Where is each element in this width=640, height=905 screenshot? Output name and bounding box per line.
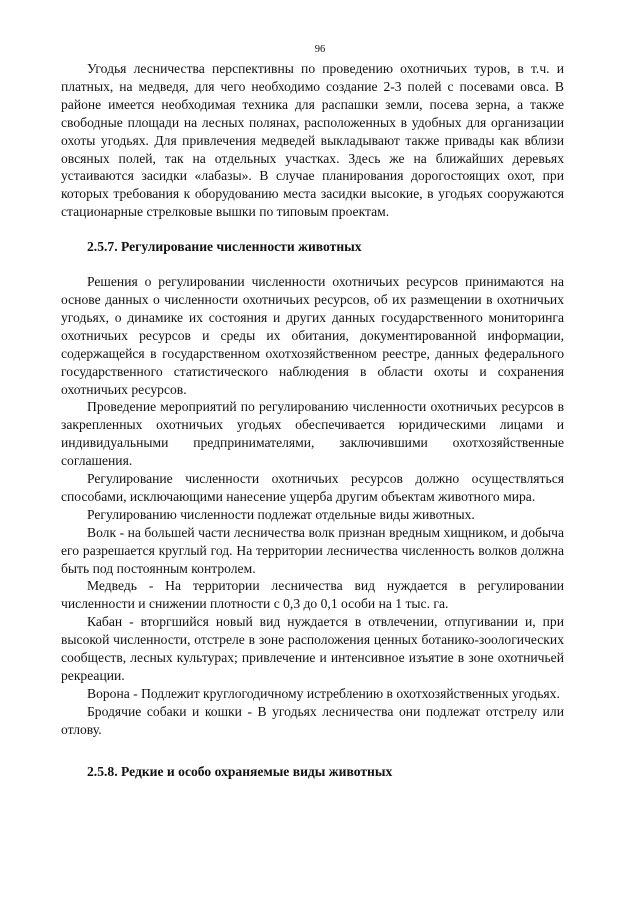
page-number: 96 <box>314 44 326 55</box>
paragraph-regulated-species: Регулированию численности подлежат отдельные виды животных. <box>87 506 475 522</box>
paragraph-regulation-measures: Проведение мероприятий по регулированию численности охотничьих ресурсов в закрепленных охотничьих угодьях обеспечивается юридическими лицами и индивидуальными предпринимателями, заключившими охотхозяйственные соглашения. <box>61 399 564 469</box>
paragraph-regulation-methods: Регулирование численности охотничьих ресурсов должно осуществляться способами, исключающими нанесение ущерба другим объектам животного мира. <box>61 471 564 504</box>
page-content <box>61 60 564 781</box>
section-heading-2-5-8: 2.5.8. Редкие и особо охраняемые виды животных <box>87 763 393 779</box>
paragraph-bear: Медведь - На территории лесничества вид нуждается в регулировании численности и снижении плотности с 0,3 до 0,1 особи на 1 тыс. га. <box>61 578 564 612</box>
paragraph-regulation-decisions: Решения о регулировании численности охотничьих ресурсов принимаются на основе данных о численности охотничьих ресурсов, об их размещении в охотничьих угодьях, о динамике их состояния и других данных государственного мониторинга охотничьих ресурсов и среды их обитания, документированной информации, содержащейся в государственном охотхозяйственном реестре, данных федерального государственного статистического наблюдения в области охоты и сохранения охотничьих ресурсов. <box>61 274 564 397</box>
paragraph-stray-animals: Бродячие собаки и кошки - В угодьях лесничества они подлежат отстрелу или отлову. <box>61 703 564 737</box>
paragraph-wolf: Волк - на большей части лесничества волк признан вредным хищником, и добыча его разрешается круглый год. На территории лесничества численность волков должна быть под постоянным контролем. <box>61 524 564 576</box>
section-heading-2-5-7: 2.5.7. Регулирование численности животных <box>87 239 362 255</box>
paragraph-hunting-tours: Угодья лесничества перспективны по проведению охотничьих туров, в т.ч. и платных, на медведя, для чего необходимо создание 2-3 полей с посевами овса. В районе имеется необходимая техника для распашки земли, посева зерна, а также свободные площади на лесных полянах, расположенных в удобных для организации охоты угодьях. Для привлечения медведей выкладывают также привады как вблизи овсяных полей, так на отдельных участках. Здесь же на ближайших деревьях устаиваются засидки «лабазы». В случае планирования дорогостоящих охот, при которых требования к оборудованию места засидки высокие, в угодьях сооружаются стационарные стрелковые вышки по типовым проектам. <box>61 61 564 220</box>
paragraph-crow: Ворона - Подлежит круглогодичному истреблению в охотхозяйственных угодьях. <box>87 685 560 701</box>
paragraph-boar: Кабан - вторгшийся новый вид нуждается в отвлечении, отпугивании и, при высокой численности, отстреле в зоне расположения ценных ботанико-зоологических сообществ, лесных культурах; привлечение и интенсивное изъятие в зоне охотничьей рекреации. <box>61 614 564 683</box>
